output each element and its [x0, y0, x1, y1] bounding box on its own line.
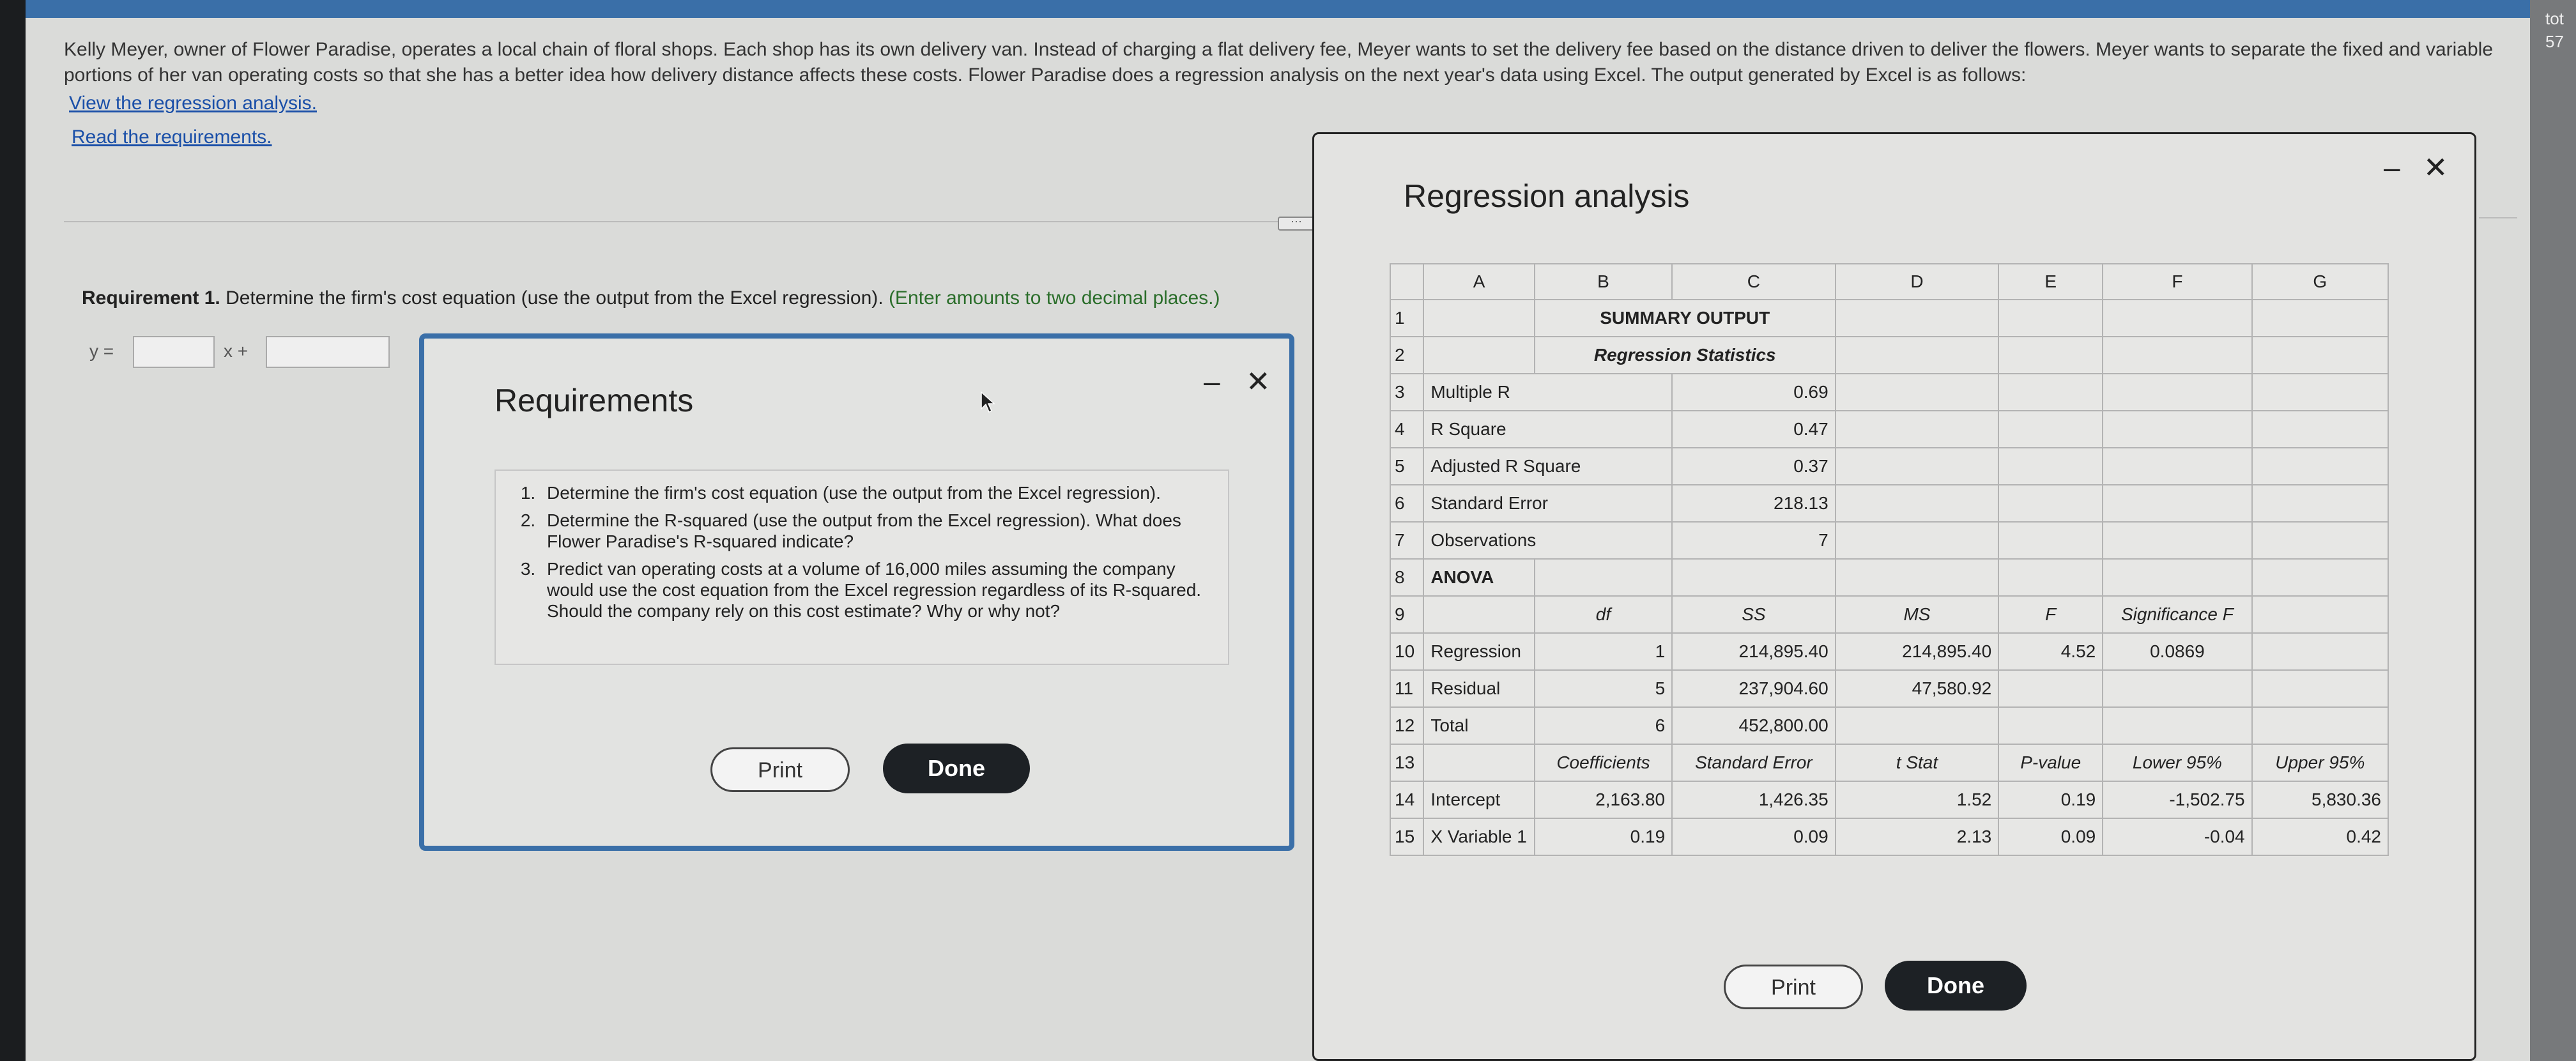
row-number: 12	[1390, 707, 1423, 744]
coef-label: Intercept	[1423, 781, 1535, 818]
coef-lower: -1,502.75	[2103, 781, 2251, 818]
table-row	[1390, 448, 2388, 485]
anova-label: Total	[1423, 707, 1535, 744]
row-number: 8	[1390, 559, 1423, 596]
anova-label: Regression	[1423, 633, 1535, 670]
row-number: 11	[1390, 670, 1423, 707]
coef-value: 0.19	[1535, 818, 1672, 855]
table-row	[1390, 818, 2388, 855]
coef-se: 0.09	[1672, 818, 1836, 855]
problem-intro: Kelly Meyer, owner of Flower Paradise, operates a local chain of floral shops. Each shop has its own delivery van. Instead of charging a flat delivery fee, Meyer wants to set the delivery fee based on the distance driven to deliver the flowers. Meyer wants to separate the fixed and variable portions of her van operating costs so that she has a better idea how delivery distance affects these costs. Flower Paradise does a regression analysis on the next year's data using Excel. The output generated by Excel is as follows:	[64, 39, 2494, 86]
stat-value: 218.13	[1672, 485, 1836, 522]
regression-dialog	[1312, 132, 2476, 1061]
anova-label: Residual	[1423, 670, 1535, 707]
coef-header: Standard Error	[1672, 744, 1836, 781]
anova-ms: 47,580.92	[1836, 670, 1999, 707]
divider	[64, 221, 1278, 222]
eq-y-label: y =	[89, 341, 114, 361]
coef-t: 1.52	[1836, 781, 1999, 818]
row-number: 10	[1390, 633, 1423, 670]
minimize-icon[interactable]: –	[1204, 365, 1220, 398]
column-header: G	[2252, 264, 2388, 300]
table-row	[1390, 411, 2388, 448]
right-edge-panel	[2530, 0, 2576, 1061]
requirement-item: 3. Predict van operating costs at a volume of 16,000 miles assuming the company would use the cost equation from the Excel regression regardless of its R-squared. Should the company rely on this cost estimate? Why or why not?	[540, 558, 1209, 622]
coef-value: 2,163.80	[1535, 781, 1672, 818]
anova-ss: 452,800.00	[1672, 707, 1836, 744]
requirement-1-label: Requirement 1.	[82, 287, 220, 309]
coef-lower: -0.04	[2103, 818, 2251, 855]
stat-value: 0.37	[1672, 448, 1836, 485]
anova-df: 1	[1535, 633, 1672, 670]
requirements-dialog	[419, 333, 1294, 851]
requirement-item: 1. Determine the firm's cost equation (use the output from the Excel regression).	[540, 482, 1209, 503]
coef-header: P-value	[1998, 744, 2103, 781]
anova-header: SS	[1672, 596, 1836, 633]
expand-handle[interactable]: ···	[1278, 217, 1315, 231]
coef-se: 1,426.35	[1672, 781, 1836, 818]
coef-label: X Variable 1	[1423, 818, 1535, 855]
stat-value: 0.69	[1672, 374, 1836, 411]
column-header: E	[1998, 264, 2103, 300]
anova-f: 4.52	[1998, 633, 2103, 670]
coef-header: Lower 95%	[2103, 744, 2251, 781]
table-row	[1390, 374, 2388, 411]
regression-output-table	[1390, 263, 2389, 856]
table-row	[1390, 707, 2388, 744]
row-number: 9	[1390, 596, 1423, 633]
requirement-1-note: (Enter amounts to two decimal places.)	[883, 287, 1220, 309]
view-regression-link[interactable]: View the regression analysis.	[69, 93, 317, 114]
anova-df: 6	[1535, 707, 1672, 744]
done-button[interactable]: Done	[1885, 961, 2027, 1011]
summary-output-heading: SUMMARY OUTPUT	[1535, 300, 1836, 337]
coef-p: 0.19	[1998, 781, 2103, 818]
requirements-title: Requirements	[494, 383, 694, 418]
top-bar	[0, 0, 2530, 18]
row-number: 13	[1390, 744, 1423, 781]
print-button[interactable]: Print	[1724, 965, 1863, 1009]
left-edge	[0, 0, 26, 1061]
done-button[interactable]: Done	[883, 744, 1030, 793]
coef-t: 2.13	[1836, 818, 1999, 855]
anova-ms: 214,895.40	[1836, 633, 1999, 670]
column-header: A	[1423, 264, 1535, 300]
anova-heading: ANOVA	[1423, 559, 1535, 596]
coef-header: Coefficients	[1535, 744, 1672, 781]
row-number: 14	[1390, 781, 1423, 818]
regression-title: Regression analysis	[1404, 178, 1690, 214]
minimize-icon[interactable]: –	[2384, 151, 2400, 184]
coef-header: Upper 95%	[2252, 744, 2388, 781]
coef-header: t Stat	[1836, 744, 1999, 781]
divider-right	[2479, 217, 2517, 218]
requirements-list	[494, 469, 1229, 665]
edge-label-1: tot	[2545, 9, 2564, 28]
row-number: 3	[1390, 374, 1423, 411]
table-row	[1390, 670, 2388, 707]
edge-label-2: 57	[2545, 32, 2564, 51]
regression-statistics-heading: Regression Statistics	[1535, 337, 1836, 374]
column-header: B	[1535, 264, 1672, 300]
print-button[interactable]: Print	[710, 747, 850, 792]
row-number: 6	[1390, 485, 1423, 522]
anova-df: 5	[1535, 670, 1672, 707]
requirement-1-prompt	[82, 287, 1220, 309]
row-number: 7	[1390, 522, 1423, 559]
coef-p: 0.09	[1998, 818, 2103, 855]
anova-header: Significance F	[2103, 596, 2251, 633]
stat-label: Standard Error	[1423, 485, 1672, 522]
table-row	[1390, 596, 2388, 633]
read-requirements-link[interactable]: Read the requirements.	[72, 126, 272, 148]
table-row	[1390, 300, 2388, 337]
anova-ss: 214,895.40	[1672, 633, 1836, 670]
variable-cost-input[interactable]	[133, 336, 215, 368]
column-header: C	[1672, 264, 1836, 300]
requirement-1-text: Determine the firm's cost equation (use the output from the Excel regression).	[220, 287, 884, 309]
stat-value: 7	[1672, 522, 1836, 559]
eq-x-label: x +	[224, 341, 249, 361]
table-row	[1390, 633, 2388, 670]
row-number: 4	[1390, 411, 1423, 448]
column-header: D	[1836, 264, 1999, 300]
corner-cell	[1390, 264, 1423, 300]
anova-header: MS	[1836, 596, 1999, 633]
requirement-item: 2. Determine the R-squared (use the output from the Excel regression). What does Flower Paradise's R-squared indicate?	[540, 510, 1209, 552]
stat-label: R Square	[1423, 411, 1672, 448]
stat-label: Observations	[1423, 522, 1672, 559]
column-header: F	[2103, 264, 2251, 300]
cursor-icon	[980, 391, 995, 414]
stat-value: 0.47	[1672, 411, 1836, 448]
table-row	[1390, 522, 2388, 559]
anova-header: F	[1998, 596, 2103, 633]
table-row	[1390, 744, 2388, 781]
close-icon[interactable]: ✕	[1246, 365, 1271, 398]
stat-label: Adjusted R Square	[1423, 448, 1672, 485]
coef-upper: 0.42	[2252, 818, 2388, 855]
anova-header: df	[1535, 596, 1672, 633]
table-row	[1390, 559, 2388, 596]
row-number: 1	[1390, 300, 1423, 337]
close-icon[interactable]: ✕	[2423, 151, 2448, 184]
row-number: 15	[1390, 818, 1423, 855]
coef-upper: 5,830.36	[2252, 781, 2388, 818]
stat-label: Multiple R	[1423, 374, 1672, 411]
anova-ss: 237,904.60	[1672, 670, 1836, 707]
row-number: 5	[1390, 448, 1423, 485]
table-row	[1390, 337, 2388, 374]
table-row	[1390, 485, 2388, 522]
anova-significance-f: 0.0869	[2103, 633, 2251, 670]
row-number: 2	[1390, 337, 1423, 374]
table-row	[1390, 781, 2388, 818]
fixed-cost-input[interactable]	[266, 336, 390, 368]
